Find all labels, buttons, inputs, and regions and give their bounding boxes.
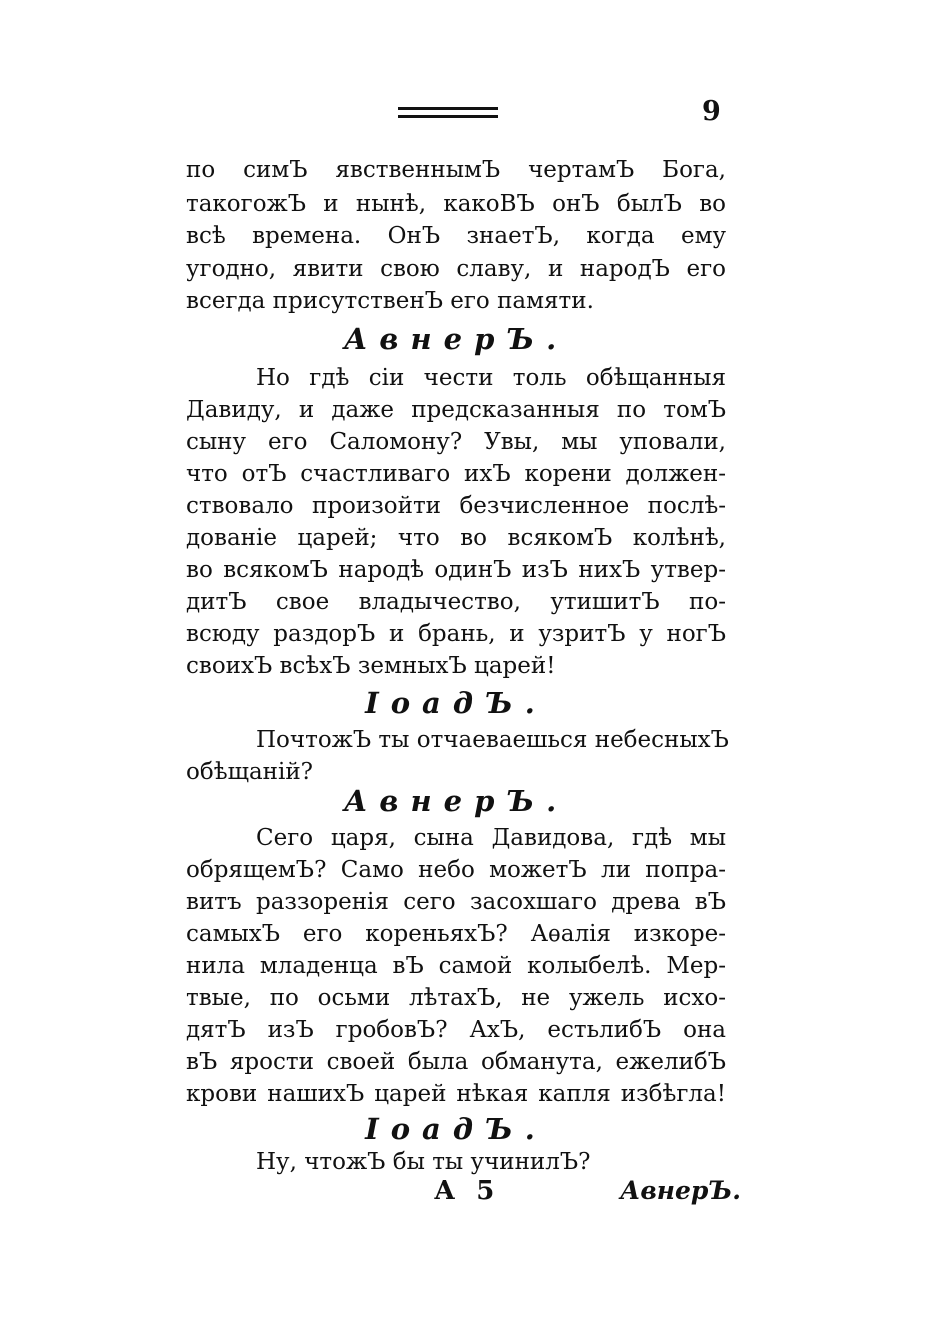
paragraph-1-line-1: по симЪ явственнымЪ чертамЪ Бога, [186,157,726,183]
page-number: 9 [702,96,721,127]
paragraph-4-line-5: нила младенца вЪ самой колыбелѣ. Мер- [186,953,726,979]
speaker-heading-abner-1: АвнерЪ. [343,322,569,356]
paragraph-4-line-6: твые, по осьми лѣтахЪ, не ужель исхо- [186,985,726,1011]
paragraph-1-line-2: такогожЪ и нынѣ, какоВЪ онЪ былЪ во [186,191,726,217]
speaker-heading-abner-2: АвнерЪ. [343,784,569,818]
header-rule-top [398,107,498,110]
paragraph-4-line-7: дятЪ изЪ гробовЪ? АхЪ, естьлибЪ она [186,1017,726,1043]
paragraph-2-line-1: Но гдѣ сіи чести толь обѣщанныя [256,365,726,391]
header-rule-bottom [398,115,498,118]
paragraph-4-line-3: витъ раззоренія сего засохшаго древа вЪ [186,889,726,915]
catchword: АвнерЪ. [620,1176,742,1205]
paragraph-4-line-2: обрящемЪ? Само небо можетЪ ли попра- [186,857,726,883]
paragraph-4-line-1: Сего царя, сына Давидова, гдѣ мы [256,825,726,851]
paragraph-4-line-4: самыхЪ его кореньяхЪ? Аѳалія изкоре- [186,921,726,947]
paragraph-3-line-1: ПочтожЪ ты отчаеваешься небесныхЪ [256,727,729,753]
paragraph-2-line-5: ствовало произойти безчисленное послѣ- [186,493,726,519]
paragraph-2-line-9: всюду раздорЪ и брань, и узритЪ у ногЪ [186,621,726,647]
speaker-heading-joad-1: ІоадЪ. [365,686,547,720]
paragraph-4-line-9: крови нашихЪ царей нѣкая капля избѣгла! [186,1081,726,1107]
paragraph-5-line-1: Ну, чтожЪ бы ты учинилЪ? [256,1149,591,1175]
paragraph-2-line-7: во всякомЪ народѣ одинЪ изЪ нихЪ утвер- [186,557,726,583]
paragraph-1-line-3: всѣ времена. ОнЪ знаетЪ, когда ему [186,223,726,249]
paragraph-2-line-6: дованіе царей; что во всякомЪ колѣнѣ, [186,525,726,551]
paragraph-2-line-4: что отЪ счастливаго ихЪ корени должен- [186,461,726,487]
paragraph-2-line-3: сыну его Саломону? Увы, мы уповали, [186,429,726,455]
paragraph-1-line-4: угодно, явити свою славу, и народЪ его [186,256,726,282]
paragraph-1-line-5: всегда присутственЪ его памяти. [186,288,594,314]
paragraph-2-line-2: Давиду, и даже предсказанныя по томЪ [186,397,726,423]
signature-mark: А 5 [434,1176,501,1206]
paragraph-2-line-8: дитЪ свое владычество, утишитЪ по- [186,589,726,615]
paragraph-2-line-10: своихЪ всѣхЪ земныхЪ царей! [186,653,556,679]
speaker-heading-joad-2: ІоадЪ. [365,1112,547,1146]
paragraph-4-line-8: вЪ ярости своей была обманута, ежелибЪ [186,1049,726,1075]
paragraph-3-line-2: обѣщаній? [186,759,314,785]
